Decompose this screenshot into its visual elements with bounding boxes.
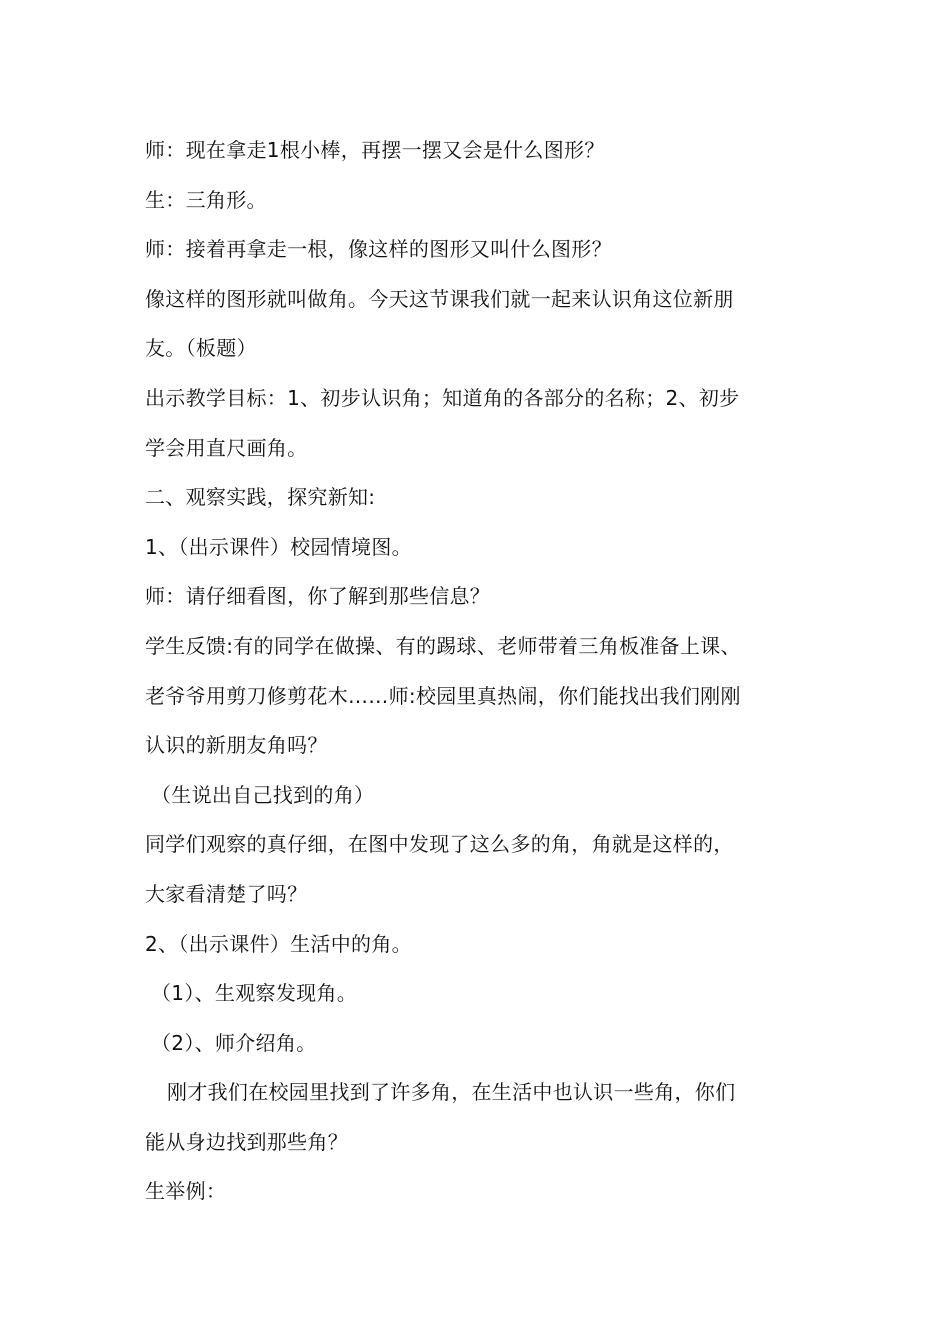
- text-line: 2、（出示课件）生活中的角。: [145, 931, 412, 956]
- text-line: 刚才我们在校园里找到了许多角，在生活中也认识一些角，你们: [167, 1080, 736, 1105]
- text-line: （2）、师介绍角。: [151, 1030, 317, 1055]
- text-line: 大家看清楚了吗？: [145, 881, 308, 906]
- text-line: 生举例：: [145, 1179, 227, 1204]
- text-line: 师：请仔细看图，你了解到那些信息？: [145, 584, 491, 609]
- text-line: 同学们观察的真仔细，在图中发现了这么多的角，角就是这样的，: [145, 832, 734, 857]
- text-line: 师：现在拿走1根小棒，再摆一摆又会是什么图形？: [145, 138, 605, 162]
- text-line: 老爷爷用剪刀修剪花木……师:校园里真热闹，你们能找出我们刚刚: [145, 683, 741, 708]
- section-heading: 二、观察实践，探究新知:: [145, 485, 376, 510]
- document-body: [145, 126, 810, 1217]
- text-line: 友。（板题）: [145, 336, 257, 361]
- text-line: 师：接着再拿走一根，像这样的图形又叫什么图形？: [145, 237, 612, 262]
- text-line: （1）、生观察发现角。: [151, 981, 358, 1006]
- text-line: （生说出自己找到的角）: [151, 782, 375, 807]
- text-line: 能从身边找到那些角？: [145, 1129, 348, 1154]
- text-line: 像这样的图形就叫做角。今天这节课我们就一起来认识角这位新朋: [145, 286, 734, 311]
- text-line: 学会用直尺画角。: [145, 435, 308, 460]
- text-line: 1、（出示课件）校园情境图。: [145, 534, 412, 559]
- text-line: 生：三角形。: [145, 187, 267, 212]
- text-line: 学生反馈:有的同学在做操、有的踢球、老师带着三角板准备上课、: [145, 633, 741, 658]
- text-line: 认识的新朋友角吗？: [145, 733, 328, 758]
- text-line: 出示教学目标：1、初步认识角；知道角的各部分的名称；2、初步: [145, 385, 740, 410]
